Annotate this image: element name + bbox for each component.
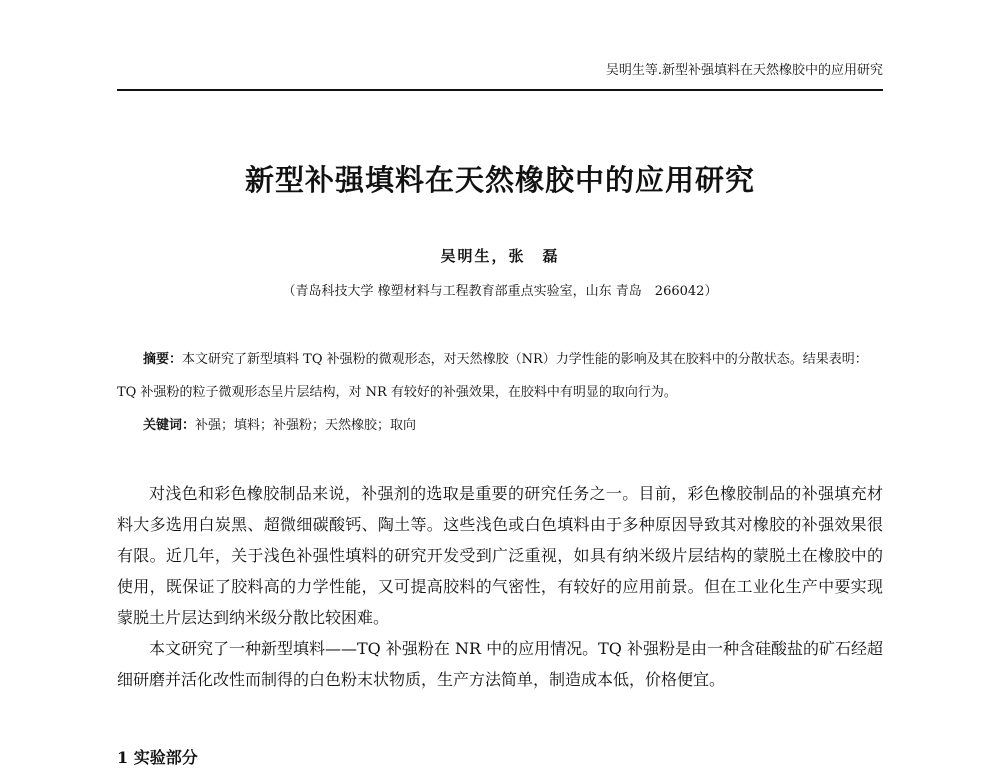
body-paragraph-1: 对浅色和彩色橡胶制品来说，补强剂的选取是重要的研究任务之一。目前，彩色橡胶制品的补强填充材料大多选用白炭黑、超微细碳酸钙、陶土等。这些浅色或白色填料由于多种原因导致其对橡胶的补强效果很有限。近几年，关于浅色补强性填料的研究开发受到广泛重视，如具有纳米级片层结构的蒙脱土在橡胶中的使用，既保证了胶料高的力学性能，又可提高胶料的气密性，有较好的应用前景。但在工业化生产中要实现蒙脱土片层达到纳米级分散比较困难。 bbox=[117, 484, 883, 627]
section-heading: 1 实验部分 bbox=[117, 748, 198, 767]
keywords-text: 补强；填料；补强粉；天然橡胶；取向 bbox=[195, 418, 417, 433]
header-rule bbox=[117, 89, 883, 91]
keywords bbox=[143, 409, 883, 442]
paper-title: 新型补强填料在天然橡胶中的应用研究 bbox=[244, 163, 755, 197]
abstract-text: 本文研究了新型填料 TQ 补强粉的微观形态，对天然橡胶（NR）力学性能的影响及其在胶料中的分散状态。结果表明：TQ 补强粉的粒子微观形态呈片层结构，对 NR 有较好的补强效果，在胶料中有明显的取向行为。 bbox=[117, 352, 868, 400]
body-text bbox=[117, 478, 883, 695]
authors: 吴明生，张 磊 bbox=[440, 247, 560, 265]
abstract-label: 摘要： bbox=[143, 352, 183, 367]
keywords-label: 关键词： bbox=[143, 418, 196, 433]
body-paragraph-2: 本文研究了一种新型填料——TQ 补强粉在 NR 中的应用情况。TQ 补强粉是由一种含硅酸盐的矿石经超细研磨并活化改性而制得的白色粉末状物质，生产方法简单，制造成本低，价格便宜。 bbox=[117, 639, 883, 689]
running-head: 吴明生等.新型补强填料在天然橡胶中的应用研究 bbox=[605, 63, 883, 78]
abstract bbox=[117, 343, 883, 409]
affiliation: （青岛科技大学 橡塑材料与工程教育部重点实验室，山东 青岛 266042） bbox=[282, 284, 718, 299]
